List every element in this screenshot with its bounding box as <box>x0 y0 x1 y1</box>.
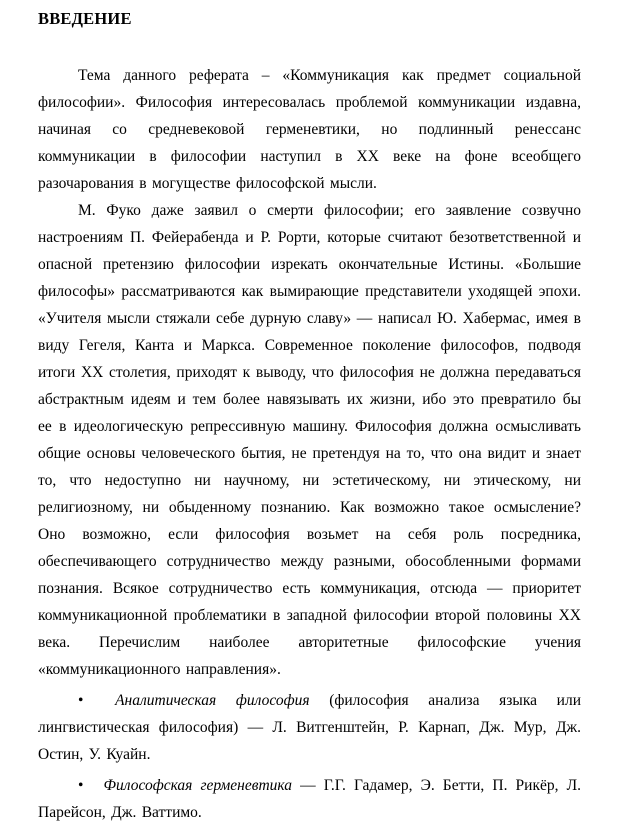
list-item-text: (философия анализа языка или лингвистическая философия) — Л. Витгенштейн, Р. Карнап, Дж. Мур, Дж. Остин, У. Куайн. <box>38 692 581 763</box>
doctrine-name: Аналитическая философия <box>115 692 310 709</box>
paragraph-philosophy-crisis: М. Фуко даже заявил о смерти философии; его заявление созвучно настроениям П. Фейерабенда и Р. Рорти, которые считают безответственной и опасной претензию философии изрекать окончательные Истины. «Большие философы» рассматриваются как вымирающие представители уходящей эпохи. «Учителя мысли стяжали себе дурную славу» — написал Ю. Хабермас, имея в виду Гегеля, Канта и Маркса. Современное поколение философов, подводя итоги XX столетия, приходят к выводу, что философия не должна передаваться абстрактным идеям и тем более навязывать их жизни, ибо это превратило бы ее в идеологическую репрессивную машину. Философия должна осмысливать общие основы человеческого бытия, не претендуя на то, что она видит и знает то, что недоступно ни научному, ни эстетическому, ни этическому, ни религиозному, ни обыденному познанию. Как возможно такое осмысление? Оно возможно, если философия возьмет на себя роль посредника, обеспечивающего сотрудничество между разными, обособленными формами познания. Всякое сотрудничество есть коммуникация, отсюда — приоритет коммуникационной проблематики в западной философии второй половины XX века. Перечислим наиболее авторитетные философские учения «коммуникационного направления». <box>38 202 581 678</box>
doctrine-name: Философская герменевтика <box>103 777 293 794</box>
bullet-icon: • <box>78 692 84 709</box>
list-item-analytic-philosophy <box>38 687 581 768</box>
paragraph-essay-topic: Тема данного реферата – «Коммуникация как предмет социальной философии». Философия интересовалась проблемой коммуникации издавна, начиная со средневековой герменевтики, но подлинный ренессанс коммуникации в философии наступил в XX веке на фоне всеобщего разочарования в могуществе философской мысли. <box>38 67 581 192</box>
bullet-icon: • <box>78 777 84 794</box>
section-heading: ВВЕДЕНИЕ <box>38 9 132 28</box>
list-item-philosophical-hermeneutics <box>38 772 581 826</box>
list-item-text: — Г.Г. Гадамер, Э. Бетти, П. Рикёр, Л. Парейсон, Дж. Ваттимо. <box>38 777 581 821</box>
